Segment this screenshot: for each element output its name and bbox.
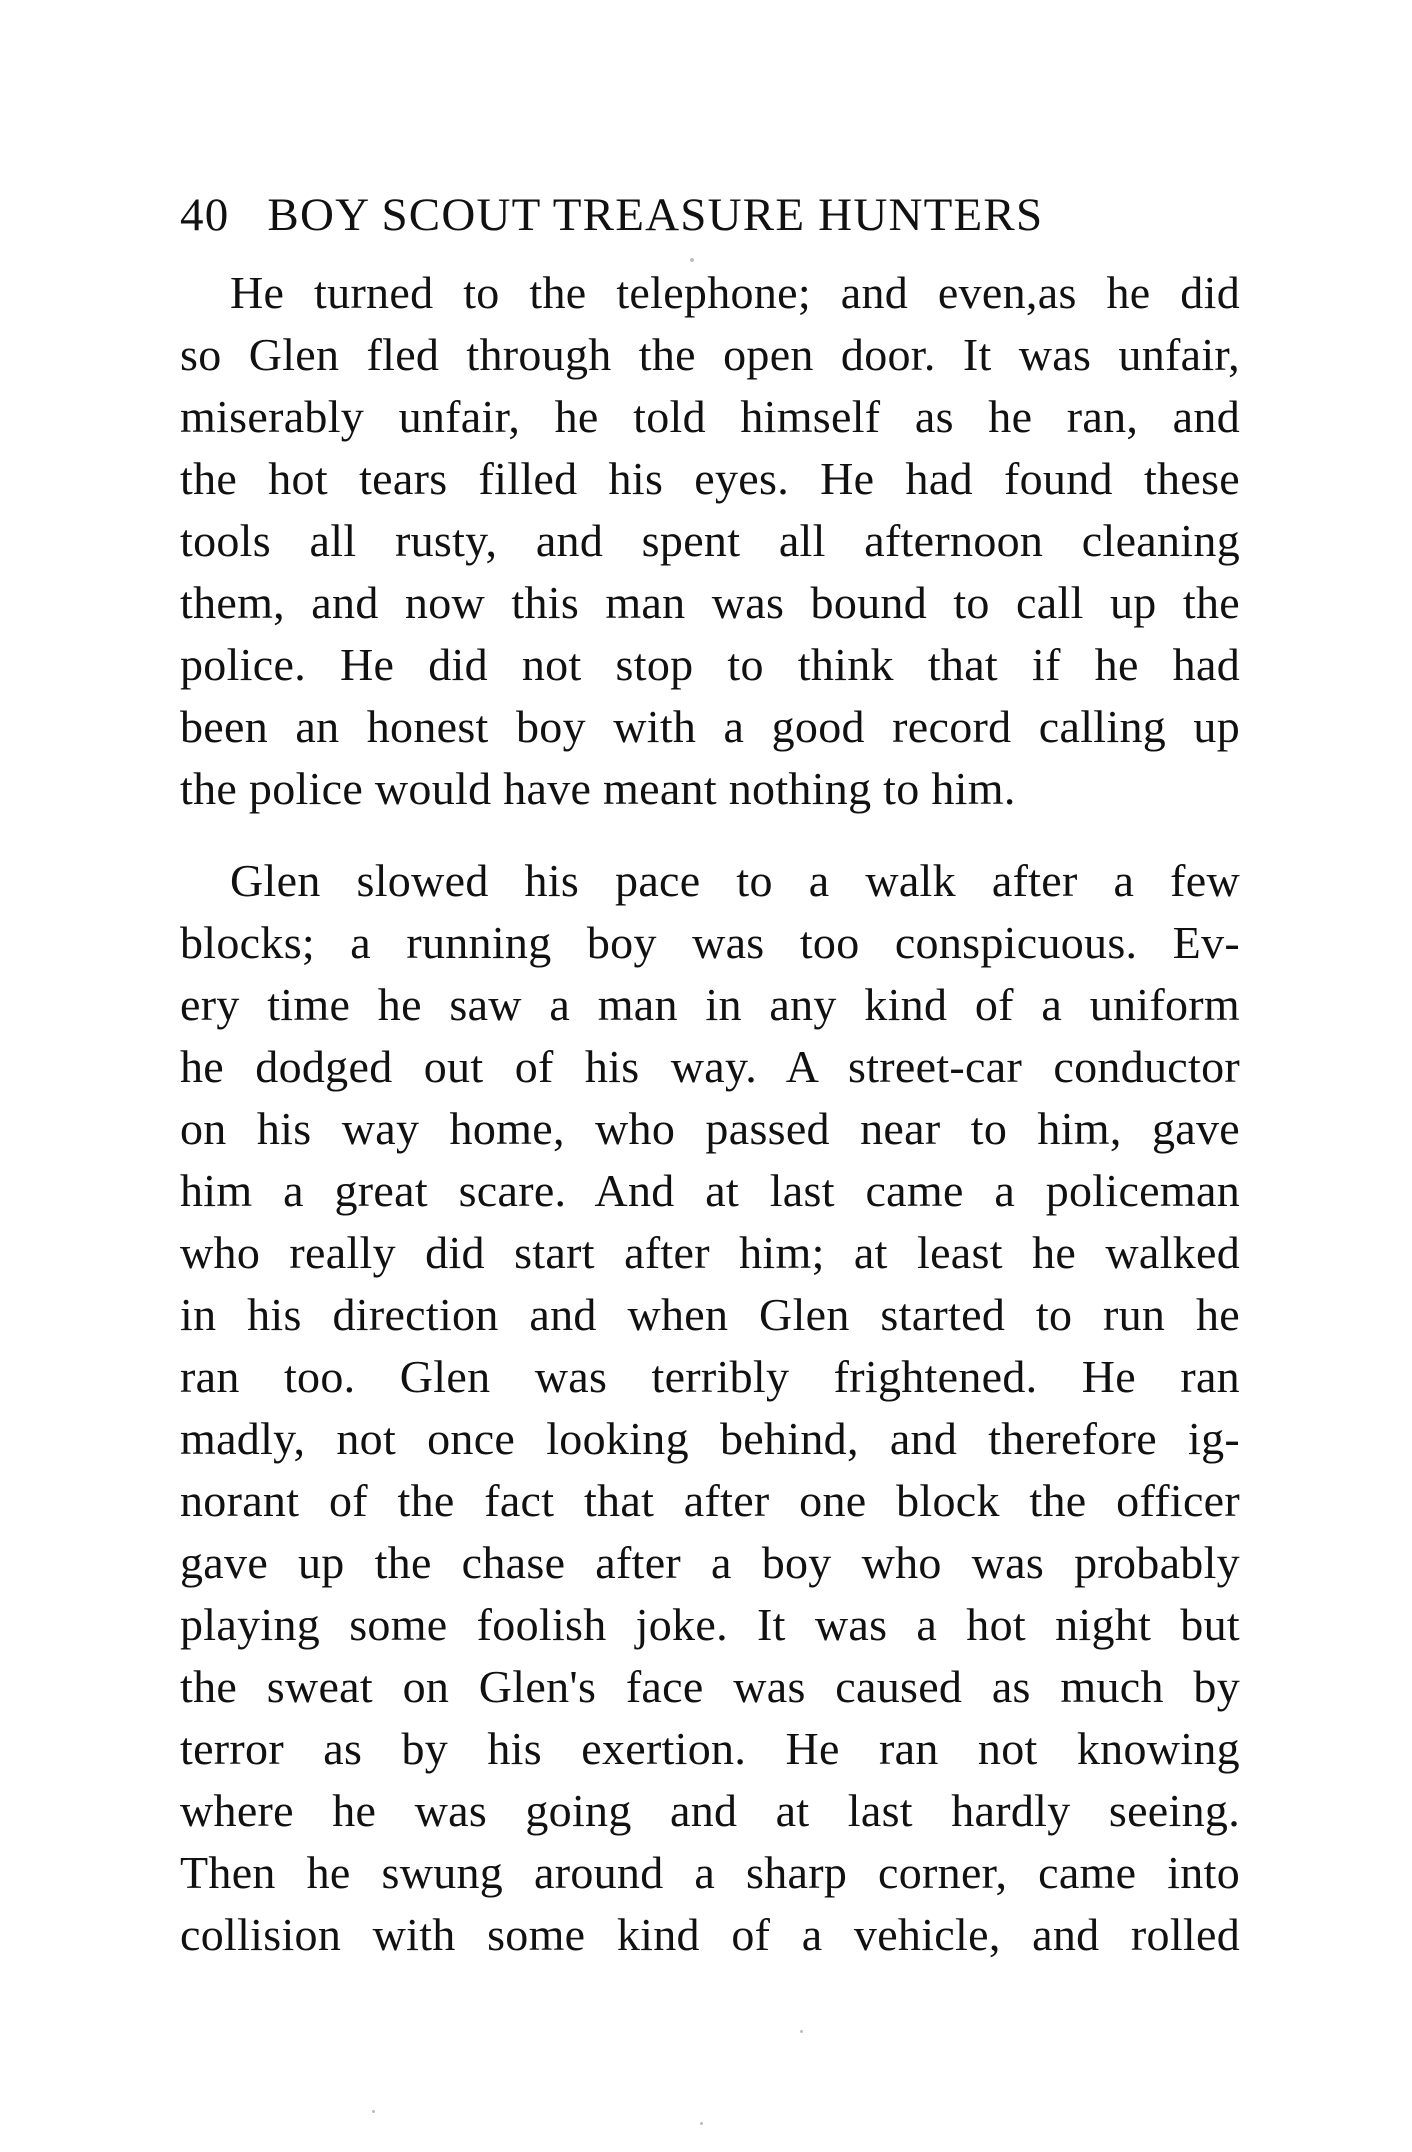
text-line: the hot tears filled his eyes. He had found these [180, 453, 1240, 504]
text-line: ran too. Glen was terribly frightened. He ran [180, 1351, 1240, 1402]
text-line: him a great scare. And at last came a policeman [180, 1165, 1240, 1216]
text-line: He turned to the telephone; and even,as he did [230, 267, 1240, 318]
paper-speck [800, 2030, 803, 2033]
text-line: madly, not once looking behind, and therefore ig- [180, 1413, 1240, 1464]
text-line: police. He did not stop to think that if he had [180, 639, 1240, 690]
text-line: miserably unfair, he told himself as he ran, and [180, 391, 1240, 442]
text-line: blocks; a running boy was too conspicuous. Ev- [180, 917, 1240, 968]
text-line: been an honest boy with a good record calling up [180, 701, 1240, 752]
text-line: playing some foolish joke. It was a hot night but [180, 1599, 1240, 1650]
text-line: so Glen fled through the open door. It was unfair, [180, 329, 1240, 380]
text-line: ery time he saw a man in any kind of a uniform [180, 979, 1240, 1030]
page-number: 40 [180, 189, 230, 241]
text-line: Then he swung around a sharp corner, came into [180, 1847, 1240, 1898]
paragraph-2 [180, 850, 1240, 1966]
paper-speck [690, 258, 694, 262]
text-line: the police would have meant nothing to him. [180, 763, 1016, 814]
paragraph-1 [180, 262, 1240, 820]
paper-speck [700, 2122, 703, 2125]
text-line: on his way home, who passed near to him, gave [180, 1103, 1240, 1154]
text-line: in his direction and when Glen started to run he [180, 1289, 1240, 1340]
paper-speck [372, 2110, 375, 2113]
text-line: norant of the fact that after one block the officer [180, 1475, 1240, 1526]
text-line: who really did start after him; at least he walked [180, 1227, 1240, 1278]
text-line: collision with some kind of a vehicle, and rolled [180, 1909, 1240, 1960]
text-line: the sweat on Glen's face was caused as much by [180, 1661, 1240, 1712]
running-header [180, 180, 1240, 250]
text-line: gave up the chase after a boy who was probably [180, 1537, 1240, 1588]
text-line: where he was going and at last hardly seeing. [180, 1785, 1240, 1836]
text-line: them, and now this man was bound to call up the [180, 577, 1240, 628]
text-line: terror as by his exertion. He ran not knowing [180, 1723, 1240, 1774]
running-title: BOY SCOUT TREASURE HUNTERS [267, 189, 1044, 241]
text-line: he dodged out of his way. A street-car conductor [180, 1041, 1240, 1092]
text-line: tools all rusty, and spent all afternoon cleaning [180, 515, 1240, 566]
text-line: Glen slowed his pace to a walk after a few [230, 855, 1240, 906]
